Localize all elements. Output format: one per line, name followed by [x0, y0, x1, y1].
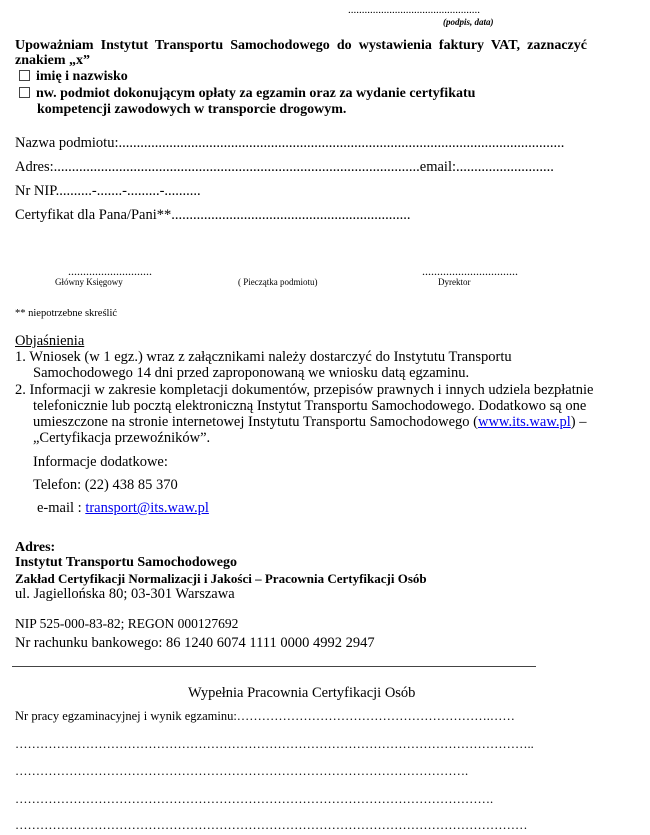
accountant-signature-dots: ............................ [68, 264, 152, 278]
explanation-2-line3-end: ) – [570, 414, 587, 430]
contact-email-link[interactable]: transport@its.waw.pl [85, 500, 209, 516]
invoice-option-name-label: imię i nazwisko [36, 69, 128, 84]
explanation-2-line1: 2. Informacji w zakresie kompletacji dokumentów, przepisów prawnych i innych udziela bezpłatnie [15, 382, 594, 398]
website-link[interactable]: www.its.waw.pl [477, 414, 571, 430]
address-bank: Nr rachunku bankowego: 86 1240 6074 1111 0000 4992 2947 [15, 635, 375, 651]
accountant-label: Główny Księgowy [55, 277, 123, 287]
checkbox-icon[interactable] [19, 87, 30, 98]
explanation-2-line4: „Certyfikacja przewoźników”. [33, 430, 211, 446]
office-dots-line-3[interactable]: ……………………………………………………………………………………………………. [15, 792, 494, 806]
invoice-option-entity-label: nw. podmiot dokonującym opłaty za egzamin oraz za wydanie certyfikatu [36, 86, 476, 101]
contact-email-label: e-mail : [37, 500, 86, 516]
address-institute: Instytut Transportu Samochodowego [15, 555, 237, 570]
explanation-2-line3 [33, 414, 586, 431]
signature-caption: (podpis, data) [443, 17, 494, 27]
contact-header: Informacje dodatkowe: [33, 454, 168, 470]
signature-dots: ................................................ [348, 4, 480, 16]
address-email-field[interactable]: Adres:.....................................................................................................email:........................... [15, 159, 554, 175]
exam-result-field[interactable]: Nr pracy egzaminacyjnej i wynik egzaminu:…………………………………………………….…… [15, 709, 515, 723]
authorization-line2: znakiem „x” [15, 53, 91, 68]
contact-phone: Telefon: (22) 438 85 370 [33, 477, 178, 493]
nip-field[interactable]: Nr NIP..........-.......-.........-.......... [15, 183, 201, 199]
director-signature-dots: ................................ [422, 264, 518, 278]
invoice-option-entity[interactable] [19, 86, 475, 102]
footnote: ** niepotrzebne skreślić [15, 308, 118, 319]
section-divider [12, 666, 536, 667]
certificate-holder-field[interactable]: Certyfikat dla Pana/Pani**.................................................................. [15, 207, 411, 223]
explanation-1-line1: 1. Wniosek (w 1 egz.) wraz z załącznikami należy dostarczyć do Instytutu Transportu [15, 349, 512, 365]
office-dots-line-1[interactable]: …………………………………………………………………………………………………………….. [15, 737, 534, 751]
invoice-option-name[interactable] [19, 69, 128, 85]
explanation-1-line2: Samochodowego 14 dni przed zaproponowaną we wniosku datą egzaminu. [33, 365, 470, 381]
office-dots-line-2[interactable]: ………………………………………………………………………………………………. [15, 764, 469, 778]
explanation-2-line3-text: umieszczone na stronie internetowej Instytutu Transportu Samochodowego ( [33, 414, 478, 430]
invoice-option-entity-line2: kompetencji zawodowych w transporcie drogowym. [37, 102, 347, 117]
explanation-2-line2: telefonicznie lub pocztą elektroniczną Instytut Transportu Samochodowego. Dodatkowo są one [33, 398, 587, 414]
address-department: Zakład Certyfikacji Normalizacji i Jakości – Pracownia Certyfikacji Osób [15, 571, 427, 586]
office-dots-line-4[interactable]: …………………………………………………………………………………………………………… [15, 818, 528, 832]
office-section-title: Wypełnia Pracownia Certyfikacji Osób [188, 685, 416, 701]
authorization-line1: Upoważniam Instytut Transportu Samochodowego do wystawienia faktury VAT, zaznaczyć [15, 38, 587, 53]
checkbox-icon[interactable] [19, 70, 30, 81]
explanations-title: Objaśnienia [15, 333, 85, 349]
address-label: Adres: [15, 540, 56, 555]
entity-name-field[interactable]: Nazwa podmiotu:........................................................................................................................... [15, 135, 565, 151]
director-label: Dyrektor [438, 277, 471, 287]
contact-email-row [37, 500, 209, 517]
address-nip-regon: NIP 525-000-83-82; REGON 000127692 [15, 616, 239, 631]
stamp-label: ( Pieczątka podmiotu) [238, 277, 318, 287]
address-street: ul. Jagiellońska 80; 03-301 Warszawa [15, 586, 235, 602]
